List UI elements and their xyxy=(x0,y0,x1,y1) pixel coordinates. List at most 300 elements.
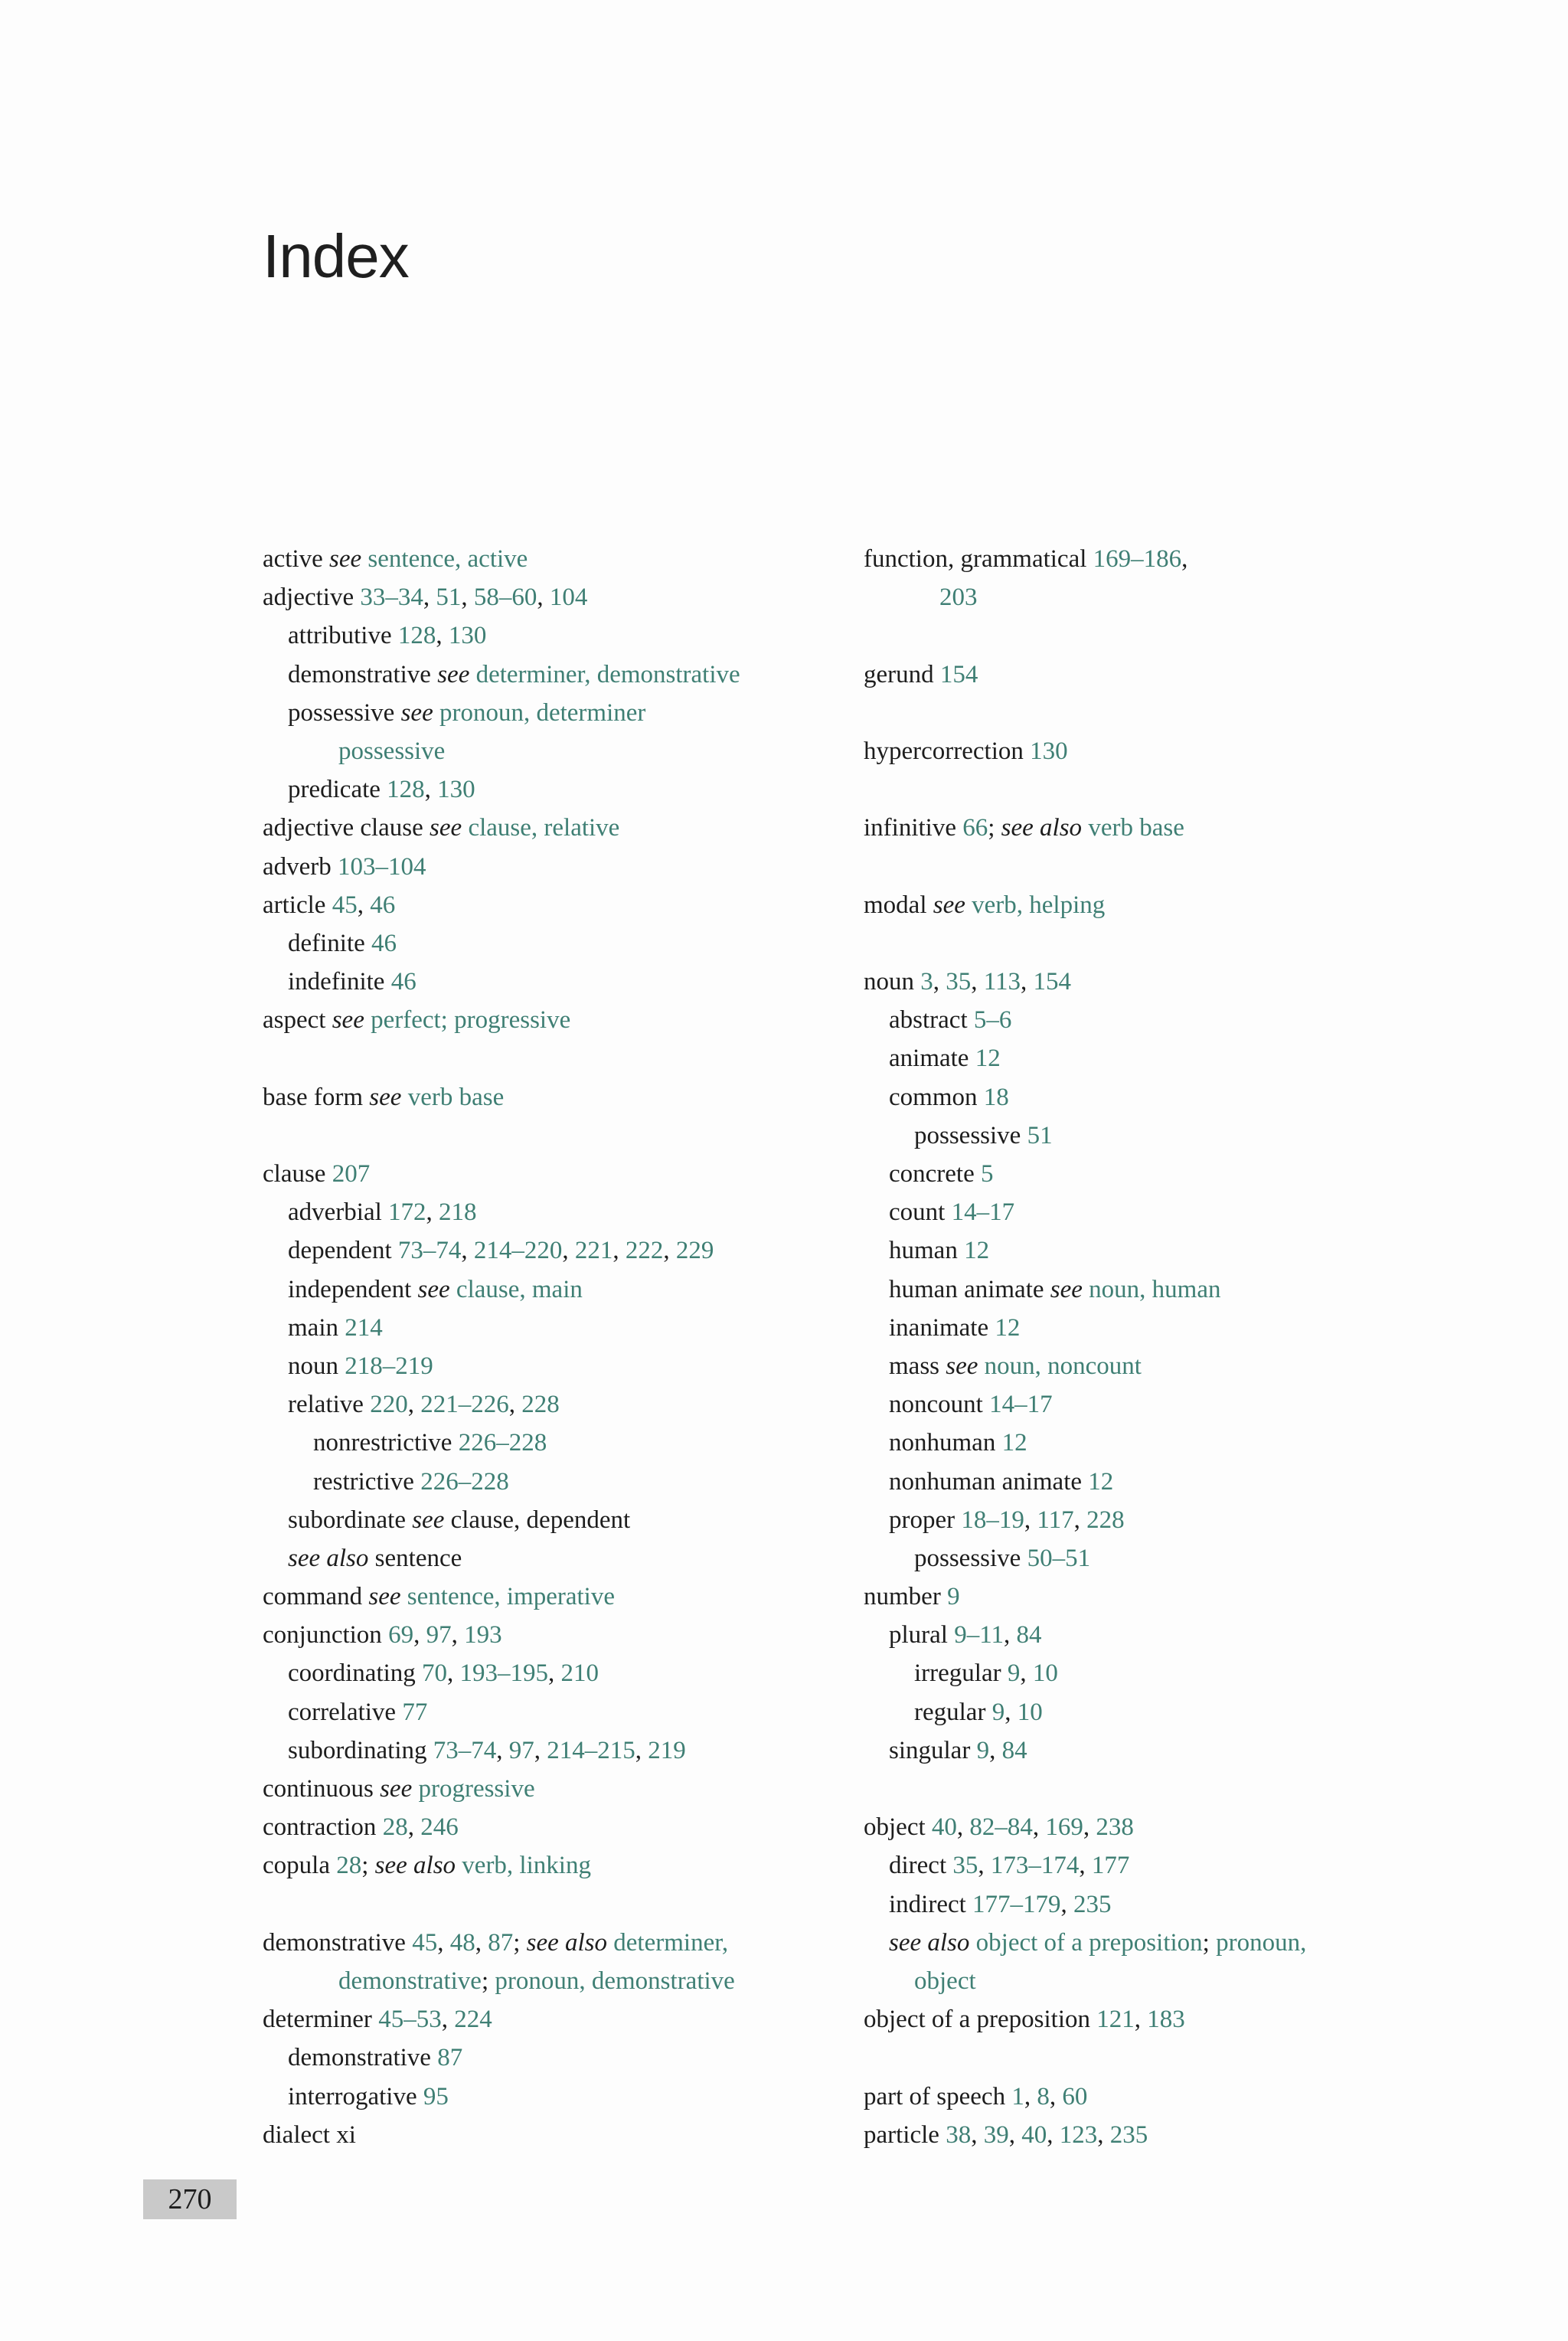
index-entry xyxy=(263,963,860,1001)
page-reference-link[interactable]: 87 xyxy=(488,1928,514,1957)
index-entry xyxy=(263,1962,860,2000)
entry-text: , xyxy=(534,1736,547,1764)
entry-text: relative xyxy=(288,1391,371,1419)
page-reference-link[interactable]: 117 xyxy=(1037,1506,1074,1534)
entry-text: part of speech xyxy=(864,2082,1012,2110)
index-entry xyxy=(263,616,860,655)
page-reference-link[interactable]: 38 xyxy=(946,2120,972,2149)
entry-text: copula xyxy=(263,1852,337,1880)
index-entry xyxy=(864,1270,1461,1309)
page-reference-link[interactable]: 18–19 xyxy=(961,1506,1024,1534)
entry-text: noncount xyxy=(889,1391,990,1419)
page-reference-link[interactable]: 40 xyxy=(1021,2120,1047,2149)
entry-text: , xyxy=(436,622,449,650)
page-reference-link[interactable]: 220 xyxy=(370,1391,408,1419)
entry-text xyxy=(969,1929,975,1957)
page-reference-link[interactable]: 130 xyxy=(437,776,475,804)
entry-text: , xyxy=(437,1928,450,1957)
entry-text: demonstrative xyxy=(288,2044,438,2072)
index-entry xyxy=(864,1001,1461,1039)
page-reference-link[interactable]: 203 xyxy=(939,584,978,612)
page-reference-link[interactable]: 58–60 xyxy=(473,584,537,612)
page-reference-link[interactable]: 12 xyxy=(1088,1467,1114,1496)
page-reference-link[interactable]: 154 xyxy=(939,660,978,688)
entry-spacer xyxy=(864,694,1461,732)
entry-text xyxy=(433,699,439,727)
entry-text: hypercorrection xyxy=(864,737,1031,765)
index-entry xyxy=(864,1885,1461,1924)
entry-text: abstract xyxy=(889,1006,974,1035)
page-title: Index xyxy=(263,222,409,290)
entry-text: , xyxy=(508,1391,522,1419)
index-entry xyxy=(263,656,860,694)
page-reference-link[interactable]: 9–11 xyxy=(954,1621,1004,1649)
see-reference-label: see also xyxy=(1001,814,1083,842)
index-column-right xyxy=(864,540,1461,2154)
page-reference-link[interactable]: 224 xyxy=(454,2006,492,2034)
page-reference-link[interactable]: 84 xyxy=(1001,1736,1027,1764)
see-reference-label: see also xyxy=(526,1928,608,1957)
page-reference-link[interactable]: 221 xyxy=(574,1237,613,1265)
entry-text: animate xyxy=(889,1045,975,1073)
page-reference-link[interactable]: 128 xyxy=(397,622,436,650)
page-reference-link[interactable]: clause, main xyxy=(456,1275,583,1303)
page-reference-link[interactable]: 9 xyxy=(976,1736,990,1764)
page-reference-link[interactable]: 226–228 xyxy=(420,1467,509,1496)
page-reference-link[interactable]: 73–74 xyxy=(433,1736,497,1764)
entry-spacer xyxy=(864,1770,1461,1808)
entry-text: object xyxy=(864,1813,932,1842)
page-reference-link[interactable]: demonstrative xyxy=(338,1967,482,1995)
index-entry xyxy=(864,656,1461,694)
entry-text: human xyxy=(889,1237,965,1265)
page-reference-link[interactable]: verb, linking xyxy=(462,1852,591,1880)
index-entry xyxy=(263,1078,860,1117)
see-reference-label: see xyxy=(329,545,362,573)
entry-text: , xyxy=(357,891,371,919)
entry-text: ; xyxy=(361,1852,375,1880)
page-reference-link[interactable]: 173–174 xyxy=(990,1852,1080,1880)
page-reference-link[interactable]: 48 xyxy=(449,1928,475,1957)
entry-text xyxy=(978,1352,984,1380)
entry-text: command xyxy=(263,1583,369,1611)
entry-text: , xyxy=(562,1237,575,1265)
page-reference-link[interactable]: 1 xyxy=(1011,2082,1024,2110)
entry-text: , xyxy=(496,1736,509,1764)
page-reference-link[interactable]: noun, human xyxy=(1089,1275,1221,1303)
page-reference-link[interactable]: 70 xyxy=(422,1659,448,1688)
entry-text xyxy=(469,661,475,688)
page-reference-link[interactable]: 51 xyxy=(1027,1121,1053,1149)
entry-text: irregular xyxy=(914,1659,1008,1688)
index-entry xyxy=(263,1578,860,1616)
page-reference-link[interactable]: 193–195 xyxy=(459,1659,549,1688)
entry-text: common xyxy=(889,1083,984,1111)
page-reference-link[interactable]: 228 xyxy=(521,1391,560,1419)
page-reference-link[interactable]: 218 xyxy=(439,1198,477,1227)
page-reference-link[interactable]: verb, helping xyxy=(972,891,1106,919)
index-entry xyxy=(864,1424,1461,1462)
entry-text: particle xyxy=(864,2120,946,2149)
see-reference-label: see also xyxy=(889,1928,970,1957)
index-entry xyxy=(864,886,1461,924)
page-reference-link[interactable]: 103–104 xyxy=(338,852,426,881)
entry-text: coordinating xyxy=(288,1659,423,1688)
page-reference-link[interactable]: 169 xyxy=(1045,1813,1083,1842)
entry-text: dialect xi xyxy=(263,2120,356,2149)
entry-text xyxy=(965,891,972,919)
entry-text: ; xyxy=(988,814,1001,842)
page-reference-link[interactable]: 228 xyxy=(1086,1506,1125,1534)
page-reference-link[interactable]: 69 xyxy=(388,1621,414,1649)
entry-text: , xyxy=(978,1852,991,1880)
page-reference-link[interactable]: 214 xyxy=(345,1313,383,1342)
page-reference-link[interactable]: 10 xyxy=(1032,1659,1058,1688)
entry-text: ; xyxy=(481,1967,495,1995)
page-reference-link[interactable]: 77 xyxy=(402,1698,428,1726)
see-reference-label: see xyxy=(368,1583,401,1611)
entry-text: , xyxy=(1020,1659,1033,1688)
page-reference-link[interactable]: 9 xyxy=(991,1698,1005,1726)
entry-text: adverbial xyxy=(288,1198,389,1227)
index-entry xyxy=(864,809,1461,847)
page-reference-link[interactable]: possessive xyxy=(338,737,446,765)
index-entry xyxy=(263,1731,860,1770)
page-reference-link[interactable]: 12 xyxy=(1001,1429,1027,1457)
page-reference-link[interactable]: 9 xyxy=(1007,1659,1021,1688)
page-reference-link[interactable]: 121 xyxy=(1096,2006,1135,2034)
page-reference-link[interactable]: 130 xyxy=(448,622,487,650)
index-entry xyxy=(263,1539,860,1578)
page-reference-link[interactable]: verb base xyxy=(1088,814,1184,842)
page-reference-link[interactable]: determiner, xyxy=(613,1928,729,1957)
entry-text: infinitive xyxy=(864,814,963,842)
entry-text: clause, dependent xyxy=(444,1506,631,1534)
index-entry xyxy=(263,2039,860,2077)
index-entry xyxy=(263,809,860,847)
page-reference-link[interactable]: 14–17 xyxy=(951,1198,1015,1227)
entry-text: modal xyxy=(864,891,933,919)
entry-text: nonhuman animate xyxy=(889,1467,1089,1496)
page-reference-link[interactable]: pronoun, determiner xyxy=(439,698,646,727)
entry-text: active xyxy=(263,545,330,573)
page-reference-link[interactable]: 219 xyxy=(648,1736,686,1764)
entry-spacer xyxy=(864,770,1461,809)
index-entry xyxy=(864,578,1461,616)
entry-text: count xyxy=(889,1198,952,1227)
index-entry xyxy=(263,1846,860,1885)
index-entry xyxy=(864,1078,1461,1117)
page-reference-link[interactable]: 46 xyxy=(371,929,397,957)
page-reference-link[interactable]: 221–226 xyxy=(420,1391,509,1419)
entry-text: attributive xyxy=(288,622,398,650)
page-reference-link[interactable]: 12 xyxy=(975,1045,1001,1073)
page-reference-link[interactable]: sentence, active xyxy=(368,545,528,573)
entry-text: , xyxy=(1097,2120,1110,2149)
see-reference-label: see xyxy=(369,1083,402,1111)
index-entry xyxy=(864,1578,1461,1616)
page-reference-link[interactable]: 60 xyxy=(1062,2082,1088,2110)
page-reference-link[interactable]: 28 xyxy=(382,1813,408,1842)
page-reference-link[interactable]: 39 xyxy=(983,2120,1009,2149)
page-reference-link[interactable]: 5 xyxy=(981,1160,994,1188)
index-entry xyxy=(864,1693,1461,1731)
page-reference-link[interactable]: 50–51 xyxy=(1027,1544,1091,1572)
index-entry xyxy=(263,1693,860,1731)
entry-text: base form xyxy=(263,1083,370,1111)
see-reference-label: see xyxy=(332,1006,364,1035)
page-reference-link[interactable]: 172 xyxy=(388,1198,426,1227)
entry-text: , xyxy=(1024,2082,1037,2110)
page-reference-link[interactable]: 193 xyxy=(464,1621,502,1649)
index-entry xyxy=(263,1654,860,1692)
page-reference-link[interactable]: 238 xyxy=(1096,1813,1134,1842)
entry-text: subordinating xyxy=(288,1736,433,1764)
page-reference-link[interactable]: 46 xyxy=(370,891,396,919)
page-reference-link[interactable]: 214–220 xyxy=(473,1237,563,1265)
entry-text: possessive xyxy=(914,1121,1027,1149)
index-entry xyxy=(263,848,860,886)
page-reference-link[interactable]: 214–215 xyxy=(547,1736,635,1764)
index-entry xyxy=(864,963,1461,1001)
page-reference-link[interactable]: 82–84 xyxy=(969,1813,1033,1842)
entry-text: nonhuman xyxy=(889,1429,1002,1457)
index-entry xyxy=(263,2116,860,2154)
index-entry xyxy=(263,1309,860,1347)
index-entry xyxy=(864,1539,1461,1578)
page-reference-link[interactable]: 95 xyxy=(423,2082,449,2110)
see-reference-label: see xyxy=(430,814,462,842)
entry-text: , xyxy=(461,584,474,612)
page-reference-link[interactable]: 12 xyxy=(995,1313,1021,1342)
page-reference-link[interactable]: 9 xyxy=(947,1583,960,1611)
page-reference-link[interactable]: 113 xyxy=(983,968,1021,996)
entry-spacer xyxy=(263,1885,860,1924)
page-reference-link[interactable]: 177–179 xyxy=(972,1890,1061,1918)
entry-text: , xyxy=(537,584,550,612)
entry-text xyxy=(401,1084,407,1111)
entry-text: interrogative xyxy=(288,2082,423,2110)
entry-text: , xyxy=(1024,1506,1037,1534)
page-reference-link[interactable]: determiner, demonstrative xyxy=(475,660,740,688)
entry-text: concrete xyxy=(889,1160,981,1188)
see-reference-label: see xyxy=(400,698,433,727)
page-reference-link[interactable]: pronoun, xyxy=(1216,1928,1307,1957)
page-reference-link[interactable]: pronoun, demonstrative xyxy=(495,1967,735,1995)
entry-text: human animate xyxy=(889,1275,1050,1303)
see-reference-label: see xyxy=(437,660,470,688)
entry-text: number xyxy=(864,1583,948,1611)
page-reference-link[interactable]: 177 xyxy=(1091,1852,1130,1880)
page-reference-link[interactable]: clause, relative xyxy=(468,814,620,842)
page-reference-link[interactable]: 235 xyxy=(1073,1890,1112,1918)
index-entry xyxy=(263,540,860,578)
page-reference-link[interactable]: 28 xyxy=(336,1852,362,1880)
entry-text: , xyxy=(971,2120,984,2149)
entry-text: indefinite xyxy=(288,968,391,996)
index-entry xyxy=(263,1155,860,1193)
page-reference-link[interactable]: 207 xyxy=(332,1160,371,1188)
entry-text: , xyxy=(407,1391,421,1419)
index-entry xyxy=(864,1616,1461,1654)
entry-text: demonstrative xyxy=(263,1928,413,1957)
entry-text: ; xyxy=(513,1928,527,1957)
index-entry xyxy=(864,1962,1461,2000)
see-reference-label: see xyxy=(380,1775,413,1803)
entry-text: noun xyxy=(864,968,921,996)
entry-text: inanimate xyxy=(889,1313,995,1342)
entry-text: , xyxy=(413,1621,426,1649)
index-entry xyxy=(263,694,860,732)
entry-text xyxy=(1083,1276,1089,1303)
page-reference-link[interactable]: 5–6 xyxy=(973,1006,1012,1035)
page-reference-link[interactable]: 45 xyxy=(332,891,358,919)
index-entry xyxy=(263,2000,860,2039)
entry-text: object of a preposition xyxy=(864,2006,1097,2034)
page-reference-link[interactable]: 87 xyxy=(437,2044,463,2072)
index-entry xyxy=(864,540,1461,578)
entry-text: , xyxy=(971,968,984,996)
page-reference-link[interactable]: 169–186 xyxy=(1093,545,1182,573)
see-reference-label: see xyxy=(1050,1275,1083,1303)
see-reference-label: see xyxy=(417,1275,450,1303)
page-reference-link[interactable]: 154 xyxy=(1033,968,1072,996)
index-entry xyxy=(864,2116,1461,2154)
entry-text: , xyxy=(548,1659,561,1688)
entry-text: , xyxy=(1073,1506,1087,1534)
index-entry xyxy=(864,1155,1461,1193)
entry-text: restrictive xyxy=(313,1467,421,1496)
page-reference-link[interactable]: perfect; progressive xyxy=(371,1006,571,1035)
entry-text: regular xyxy=(914,1698,992,1726)
page-reference-link[interactable]: 18 xyxy=(983,1083,1009,1111)
entry-text: , xyxy=(1079,1852,1092,1880)
entry-text: , xyxy=(1049,2082,1063,2110)
entry-text: , xyxy=(663,1237,676,1265)
entry-text: , xyxy=(475,1928,488,1957)
page-reference-link[interactable]: 14–17 xyxy=(989,1391,1053,1419)
entry-spacer xyxy=(864,616,1461,655)
index-entry xyxy=(263,886,860,924)
page-reference-link[interactable]: 226–228 xyxy=(458,1429,547,1457)
entry-text: , xyxy=(989,1736,1002,1764)
index-entry xyxy=(864,1385,1461,1424)
page-reference-link[interactable]: 45 xyxy=(412,1928,438,1957)
page-reference-link[interactable]: 45–53 xyxy=(378,2006,442,2034)
page-reference-link[interactable]: 35 xyxy=(946,968,972,996)
page-reference-link[interactable]: object xyxy=(914,1967,976,1995)
index-entry xyxy=(263,732,860,770)
page-reference-link[interactable]: 104 xyxy=(549,584,588,612)
index-entry xyxy=(263,770,860,809)
entry-text: singular xyxy=(889,1736,977,1764)
page-reference-link[interactable]: 84 xyxy=(1016,1621,1042,1649)
page-reference-link[interactable]: 229 xyxy=(675,1237,714,1265)
page-reference-link[interactable]: 222 xyxy=(625,1237,664,1265)
index-entry xyxy=(263,1463,860,1501)
entry-text: , xyxy=(426,1198,439,1227)
page-reference-link[interactable]: 12 xyxy=(964,1237,990,1265)
entry-text: adjective xyxy=(263,584,361,612)
page-reference-link[interactable]: noun, noncount xyxy=(984,1352,1142,1380)
index-entry xyxy=(864,1924,1461,1962)
page-reference-link[interactable]: 51 xyxy=(436,584,462,612)
index-entry xyxy=(263,1501,860,1539)
page-reference-link[interactable]: verb base xyxy=(407,1083,505,1111)
page-reference-link[interactable]: 97 xyxy=(508,1736,534,1764)
index-column-left xyxy=(263,540,860,2154)
index-entry xyxy=(864,1347,1461,1385)
index-entry xyxy=(263,1924,860,1962)
entry-text: main xyxy=(288,1313,345,1342)
index-entry xyxy=(263,1347,860,1385)
page-reference-link[interactable]: 73–74 xyxy=(397,1237,462,1265)
entry-text: subordinate xyxy=(288,1506,413,1534)
see-reference-label: see also xyxy=(374,1852,456,1880)
entry-text: , xyxy=(956,1813,970,1842)
entry-text: function, grammatical xyxy=(864,545,1093,573)
entry-text: indirect xyxy=(889,1890,973,1918)
page-reference-link[interactable]: 235 xyxy=(1109,2120,1148,2149)
page-reference-link[interactable]: 3 xyxy=(920,968,933,996)
page-reference-link[interactable]: 128 xyxy=(387,776,425,804)
page-reference-link[interactable]: 8 xyxy=(1037,2082,1050,2110)
index-entry xyxy=(263,1808,860,1846)
page-reference-link[interactable]: 97 xyxy=(426,1621,452,1649)
page-number: 270 xyxy=(143,2179,237,2219)
page-reference-link[interactable]: 210 xyxy=(560,1659,599,1688)
entry-text: possessive xyxy=(914,1544,1027,1572)
page-reference-link[interactable]: 33–34 xyxy=(360,584,423,612)
index-entry xyxy=(864,1501,1461,1539)
entry-text: noun xyxy=(288,1352,345,1380)
page-reference-link[interactable]: 130 xyxy=(1030,737,1068,765)
index-entry xyxy=(263,2078,860,2116)
see-reference-label: see xyxy=(933,891,965,919)
page-reference-link[interactable]: 46 xyxy=(390,968,416,996)
index-entry xyxy=(864,2000,1461,2039)
entry-text: , xyxy=(1004,1698,1018,1726)
entry-text: independent xyxy=(288,1275,418,1303)
page-reference-link[interactable]: 246 xyxy=(420,1813,459,1842)
entry-text: dependent xyxy=(288,1237,398,1265)
page-reference-link[interactable]: 40 xyxy=(931,1813,957,1842)
page-reference-link[interactable]: sentence, imperative xyxy=(407,1583,615,1611)
index-entry xyxy=(864,1193,1461,1231)
page-reference-link[interactable]: 218–219 xyxy=(345,1352,433,1380)
page-reference-link[interactable]: progressive xyxy=(418,1775,535,1803)
page-reference-link[interactable]: 10 xyxy=(1017,1698,1043,1726)
entry-spacer xyxy=(263,1039,860,1077)
index-entry xyxy=(864,1808,1461,1846)
page-reference-link[interactable]: 183 xyxy=(1147,2006,1185,2034)
page-reference-link[interactable]: 123 xyxy=(1059,2120,1098,2149)
page-reference-link[interactable]: 35 xyxy=(952,1852,978,1880)
entry-text: , xyxy=(635,1736,648,1764)
entry-text: , xyxy=(1032,1813,1046,1842)
entry-spacer xyxy=(864,2039,1461,2077)
page-reference-link[interactable]: 66 xyxy=(962,814,988,842)
entry-text: , xyxy=(424,776,438,804)
entry-text: , xyxy=(612,1237,626,1265)
index-entry xyxy=(864,1846,1461,1885)
page-reference-link[interactable]: object of a preposition xyxy=(975,1928,1203,1957)
entry-text: , xyxy=(441,2006,455,2034)
entry-spacer xyxy=(263,1117,860,1155)
index-entry xyxy=(263,1270,860,1309)
entry-text xyxy=(364,1006,371,1034)
index-entry xyxy=(263,1385,860,1424)
